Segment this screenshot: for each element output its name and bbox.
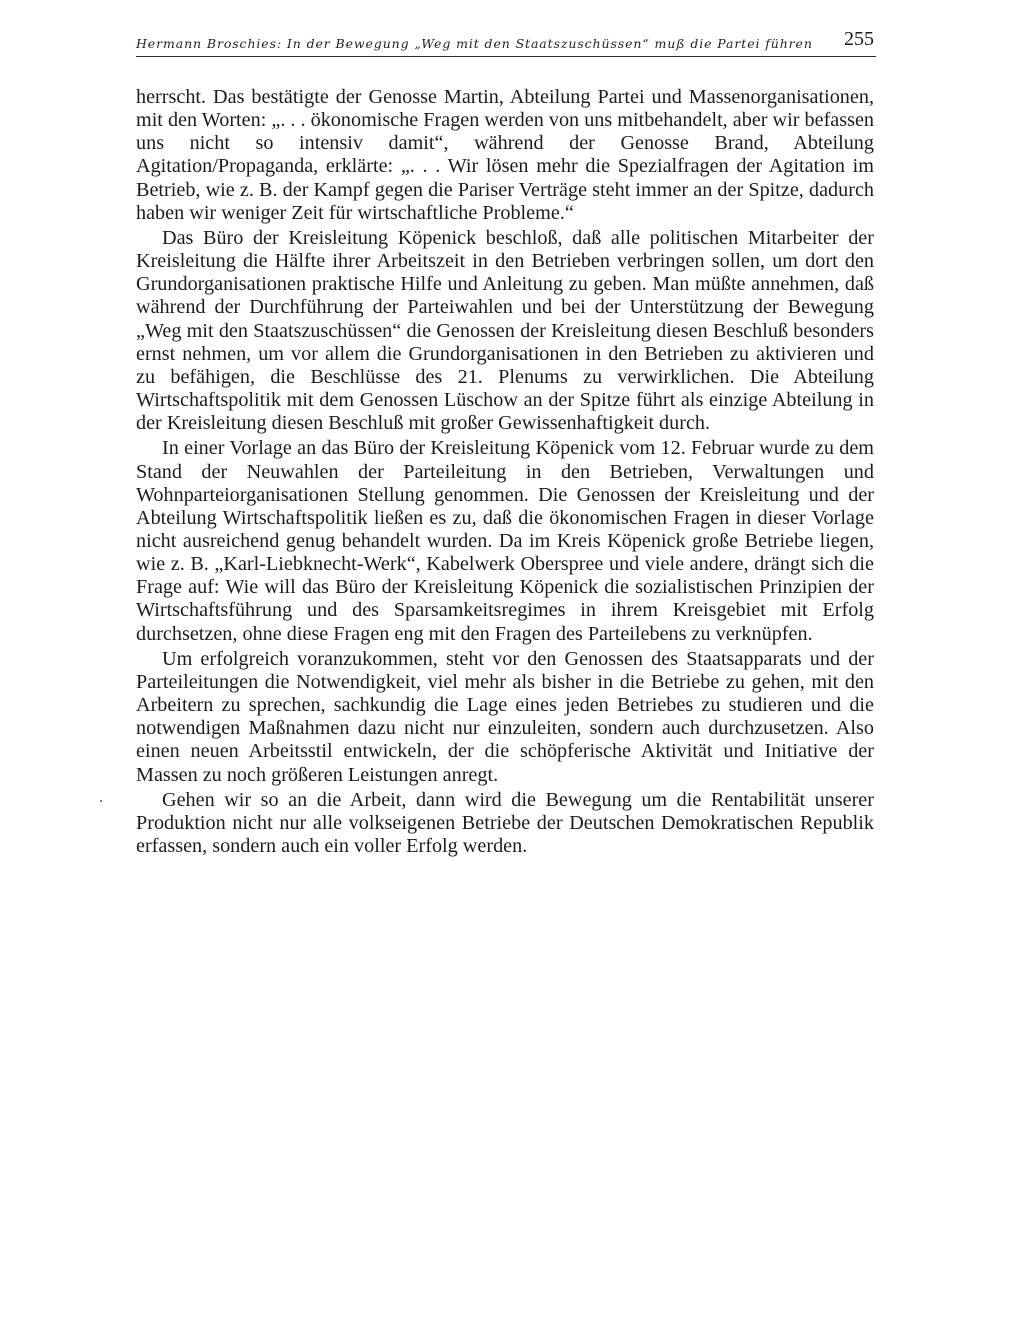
paragraph-4: Um erfolgreich voranzukommen, steht vor den Genossen des Staatsapparats und der Parteileitungen die Notwendigkeit, viel mehr als bisher in die Betriebe zu gehen, mit den Arbeitern zu sprechen, sachkundig die Lage eines jeden Betriebes zu studieren und die notwendigen Maßnahmen dazu nicht nur einzuleiten, sondern auch durchzusetzen. Also einen neuen Arbeitsstil entwickeln, der die schöpferische Aktivität und Initiative der Massen zu noch größeren Leistungen anregt. [136, 647, 874, 786]
body-text [136, 86, 874, 860]
paragraph-1: herrscht. Das bestätigte der Genosse Martin, Abteilung Partei und Massenorganisationen, mit den Worten: „. . . ökonomische Fragen werden von uns mitbehandelt, aber wir befassen uns nicht so intensiv damit“, während der Genosse Brand, Abteilung Agitation/Propaganda, erklärte: „. . . Wir lösen mehr die Spezialfragen der Agitation im Betrieb, wie z. B. der Kampf gegen die Pariser Verträge steht immer an der Spitze, dadurch haben wir weniger Zeit für wirtschaftliche Probleme.“ [136, 86, 875, 224]
paragraph-2: Das Büro der Kreisleitung Köpenick beschloß, daß alle politischen Mitarbeiter der Kreisleitung die Hälfte ihrer Arbeitszeit in den Betrieben verbringen sollen, um dort den Grundorganisationen praktische Hilfe und Anleitung zu geben. Man müßte annehmen, daß während der Durchführung der Parteiwahlen und bei der Unterstützung der Bewegung „Weg mit den Staatszuschüssen“ die Genossen der Kreisleitung diesen Beschluß besonders ernst nehmen, um vor allem die Grundorganisationen in den Betrieben zu aktivieren und zu befähigen, die Beschlüsse des 21. Plenums zu verwirklichen. Die Abteilung Wirtschaftspolitik mit dem Genossen Lüschow an der Spitze führt als einzige Abteilung in der Kreisleitung diesen Beschluß mit großer Gewissenhaftigkeit durch. [136, 226, 874, 435]
scan-speck [100, 800, 102, 802]
header-title: Hermann Broschies: In der Bewegung „Weg mit den Staatszuschüssen“ muß die Partei führen [136, 36, 813, 51]
paragraph-5: Gehen wir so an die Arbeit, dann wird die Bewegung um die Rentabilität unserer Produktion nicht nur alle volkseigenen Betriebe der Deutschen Demokratischen Republik erfassen, sondern auch ein voller Erfolg werden. [136, 788, 874, 857]
running-header [136, 28, 876, 57]
page-number: 255 [844, 28, 874, 50]
paragraph-3: In einer Vorlage an das Büro der Kreisleitung Köpenick vom 12. Februar wurde zu dem Stand der Neuwahlen der Parteileitung in den Betrieben, Verwaltungen und Wohnparteiorganisationen Stellung genommen. Die Genossen der Kreisleitung und der Abteilung Wirtschaftspolitik ließen es zu, daß die ökonomischen Fragen in dieser Vorlage nicht ausreichend genug behandelt wurden. Da im Kreis Köpenick große Betriebe liegen, wie z. B. „Karl-Liebknecht-Werk“, Kabelwerk Oberspree und viele andere, drängt sich die Frage auf: Wie will das Büro der Kreisleitung Köpenick die sozialistischen Prinzipien der Wirtschaftsführung und des Sparsamkeitsregimes in ihrem Kreisgebiet mit Erfolg durchsetzen, ohne diese Fragen eng mit den Fragen des Parteilebens zu verknüpfen. [136, 437, 874, 645]
